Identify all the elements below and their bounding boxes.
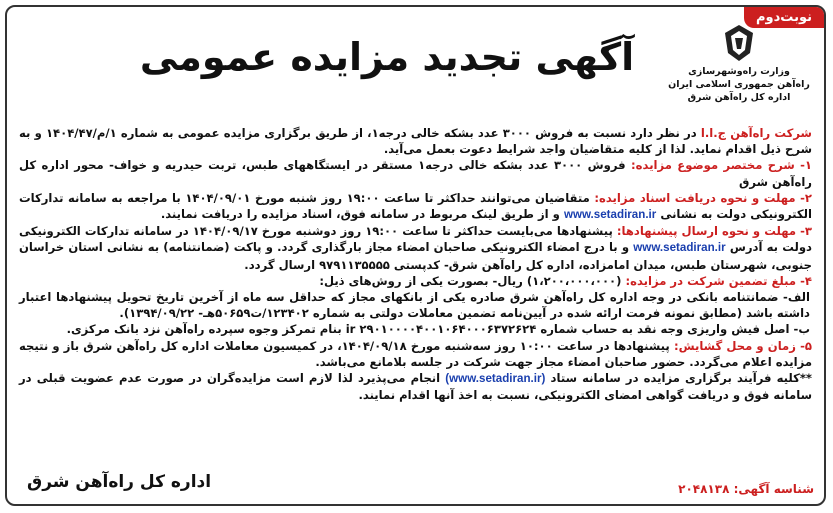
section-4-item-b: ب- اصل فیش واریزی وجه نقد به حساب شماره ir ۲۹۰۱۰۰۰۰۴۰۰۱۰۶۴۰۰۰۶۳۷۲۶۲۴ بنام تمرکز وجوه سپرده راه‌آهن نزد بانک مرکزی. bbox=[66, 322, 810, 337]
section-1-text: فروش ۳۰۰۰ عدد بشکه خالی درجه۱ مستقر در ایستگاههای طبس، تربت حیدریه و خواف- محور اداره کل راه‌آهن شرق bbox=[19, 158, 812, 189]
section-1-heading: ۱- شرح مختصر موضوع مزایده: bbox=[631, 158, 812, 173]
section-5 bbox=[19, 338, 812, 370]
issuing-office: اداره کل راه‌آهن شرق bbox=[27, 472, 212, 492]
round-badge: نوبت‌دوم bbox=[744, 7, 824, 28]
intro-paragraph bbox=[19, 125, 812, 157]
railway-emblem-icon bbox=[722, 23, 756, 63]
section-1 bbox=[19, 157, 812, 189]
section-3-heading: ۳- مهلت و نحوه ارسال پیشنهادها: bbox=[616, 224, 812, 239]
section-3-link[interactable]: www.setadiran.ir bbox=[633, 241, 726, 255]
intro-text: در نظر دارد نسبت به فروش ۳۰۰۰ عدد بشکه خالی درجه۱، از طریق برگزاری مزایده عمومی به شماره ۱/م/۱۴۰۴/۴۷ و به شرح ذیل اقدام نماید. لذا از کلیه متقاضیان واجد شرایط دعوت بعمل می‌آید. bbox=[19, 126, 812, 157]
note-text-before: **کلیه فرآیند برگزاری مزایده در سامانه ستاد bbox=[550, 371, 812, 386]
section-3-text-after: و با درج امضاء الکترونیکی صاحبان امضاء مجاز بارگذاری گردد. و پاکت (ضمانتنامه) به نشانی استان خراسان جنوبی، شهرستان طبس، میدان امامزاده، اداره کل راه‌آهن شرق- کدپستی ۹۷۹۱۱۳۵۵۵۵ ارسال گردد. bbox=[19, 240, 812, 272]
section-4-item-a: الف- ضمانتنامه بانکی در وجه اداره کل راه‌آهن شرق صادره یکی از بانکهای مجاز که حداقل سه ماه از آخرین تاریخ تحویل پیشنهادها اعتبار داشته باشد (مطابق نمونه فرمت ارائه شده در آیین‌نامه تضمین معاملات دولتی به شماره ۱۲۳۴۰۲/ت۵۰۶۵۹هـ- ۱۳۹۴/۰۹/۲۲). bbox=[19, 290, 810, 321]
section-2-text-after: و از طریق لینک مربوط در سامانه فوق، اسناد مزایده را دریافت نمایند. bbox=[160, 207, 560, 222]
ministry-logo-block bbox=[664, 23, 814, 104]
ministry-line-2: راه‌آهن جمهوری اسلامی ایران bbox=[668, 79, 810, 90]
notice-body bbox=[19, 125, 812, 403]
section-4-heading: ۴- مبلغ تضمین شرکت در مزایده: bbox=[625, 273, 812, 288]
intro-org: شرکت راه‌آهن ج.ا.ا bbox=[700, 126, 812, 140]
notice-title: آگهی تجدید مزایده عمومی bbox=[139, 35, 635, 79]
notice-id-text: شناسه آگهی: ۲۰۴۸۱۳۸ bbox=[678, 482, 814, 496]
notice-id bbox=[678, 482, 814, 496]
section-5-text: پیشنهادها در ساعت ۱۰:۰۰ روز سه‌شنبه مورخ ۱۴۰۴/۰۹/۱۸، در کمیسیون معاملات اداره کل راه‌آهن شرق باز و نتیجه مزایده اعلام می‌گردد. حضور صاحبان امضاء مجاز جهت شرکت در جلسه بلامانع می‌باشد. bbox=[19, 338, 812, 369]
section-5-heading: ۵- زمان و محل گشایش: bbox=[673, 338, 812, 353]
notice-frame bbox=[5, 5, 826, 506]
section-4 bbox=[19, 273, 812, 289]
section-4-text: (۱،۲۰۰،۰۰۰،۰۰۰) ریال- بصورت یکی از روش‌های ذیل: bbox=[319, 273, 622, 288]
closing-note bbox=[19, 370, 812, 403]
section-3 bbox=[19, 223, 812, 273]
note-link[interactable]: (www.setadiran.ir) bbox=[445, 372, 546, 386]
section-2-text-before: متقاضیان می‌توانند حداکثر تا ساعت ۱۹:۰۰ روز شنبه مورخ ۱۴۰۴/۰۹/۰۱ با مراجعه به سامانه تدارکات الکترونیکی دولت به نشانی bbox=[19, 190, 812, 222]
ministry-line-3: اداره کل راه‌آهن شرق bbox=[687, 92, 791, 103]
section-3-text-before: پیشنهادها می‌بایست حداکثر تا ساعت ۱۹:۰۰ روز دوشنبه مورخ ۱۴۰۴/۰۹/۱۷ در سامانه تدارکات الکترونیکی دولت به آدرس bbox=[19, 224, 812, 255]
section-2 bbox=[19, 190, 812, 223]
section-2-heading: ۲- مهلت و نحوه دریافت اسناد مزایده: bbox=[594, 190, 812, 205]
ministry-line-1: وزارت راه‌وشهرسازی bbox=[688, 66, 790, 77]
section-2-link[interactable]: www.setadiran.ir bbox=[563, 208, 657, 222]
note-text-after: انجام می‌پذیرد لذا لازم است مزایده‌گران در صورت عدم عضویت قبلی در سامانه فوق و دریافت گواهی امضای الکترونیکی، نسبت به اخذ آنها اقدام نمایند. bbox=[19, 371, 812, 403]
